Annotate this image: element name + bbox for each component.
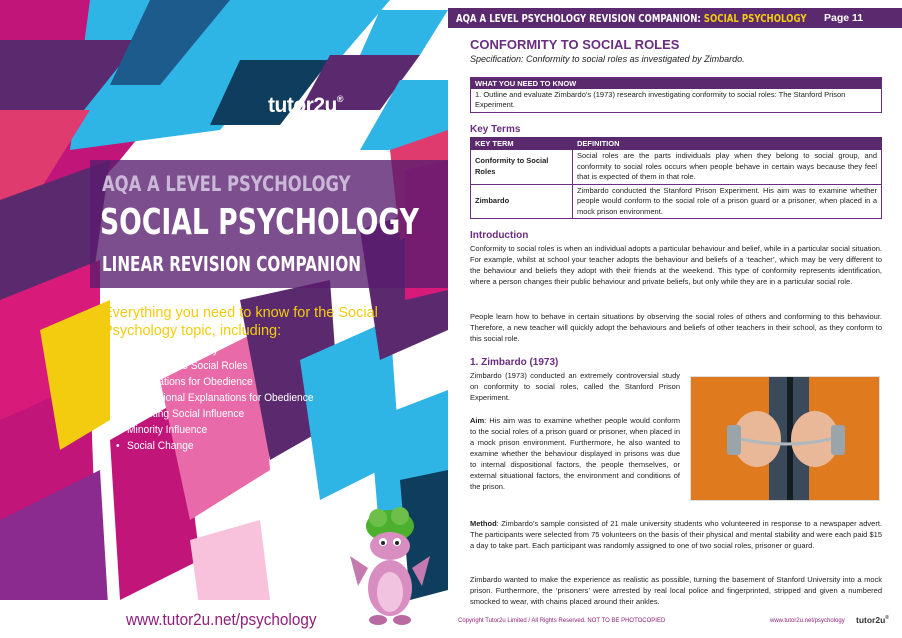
intro-paragraph-2: People learn how to behave in certain situations by observing the social roles of others and conforming to this behaviour. Therefore, a new teacher will quickly adopt the behaviours and beliefs of other teachers in their school, as they conform to this social role. [470, 312, 882, 343]
zimbardo-intro: Zimbardo (1973) conducted an extremely controversial study on conformity to social roles, called the Stanford Prison Experiment. [470, 371, 680, 402]
cover-title-sub: LINEAR REVISION COMPANION [102, 252, 361, 276]
list-item: • Dispositional Explanations for Obedience [116, 390, 314, 406]
content-page [448, 0, 902, 638]
term-cell: Conformity to Social Roles [471, 150, 573, 185]
column-header: DEFINITION [573, 138, 882, 150]
method-paragraph: Method: Zimbardo’s sample consisted of 21 male university students who volunteered in response to a newspaper advert. The participants were selected from 75 volunteers on the basis of their physical and mental stability and were each paid $15 a day to take part. Each participant was randomly assigned to one of two social roles, prisoner or guard. [470, 519, 882, 550]
header-title: AQA A LEVEL PSYCHOLOGY REVISION COMPANION: SOCIAL PSYCHOLOGY [456, 12, 807, 25]
what-you-need-to-know-box [470, 77, 882, 113]
cover-title-course: AQA A LEVEL PSYCHOLOGY [102, 172, 351, 196]
copyright-footer: Copyright Tutor2u Limited / All Rights Reserved. NOT TO BE PHOTOCOPIED [458, 618, 666, 624]
cover-page [0, 0, 448, 638]
footer-url: www.tutor2u.net/psychology [770, 618, 845, 624]
page-header [448, 8, 902, 28]
tutor2u-logo: tutor2u® [268, 94, 343, 117]
specification-line: Specification: Conformity to social roles as investigated by Zimbardo. [470, 54, 745, 64]
introduction-heading: Introduction [470, 230, 529, 241]
key-terms-heading: Key Terms [470, 124, 521, 135]
wyntk-body: 1. Outline and evaluate Zimbardo’s (1973) research investigating conformity to social roles: The Stanford Prison Experiment. [475, 90, 846, 109]
key-terms-table [470, 137, 882, 219]
definition-cell: Zimbardo conducted the Stanford Prison Experiment. His aim was to examine whether people would conform to the social role of a prison guard or a prisoner, when placed in a mock prison environment. [573, 184, 882, 219]
table-row [471, 184, 882, 219]
intro-paragraph-1: Conformity to social roles is when an individual adopts a particular behaviour and belief, while in a particular social situation. For example, whilst at school your teacher adopts the behaviour and beliefs of a ‘teacher’, which may be very different to the behaviour and beliefs they adopt with their friends at the weekend. This type of conformity represents identification, where a person changes their public behaviour and private beliefs, but only while they are in a particular social role. [470, 244, 882, 286]
wyntk-heading: WHAT YOU NEED TO KNOW [471, 78, 881, 89]
table-row [471, 150, 882, 185]
list-item: • Minority Influence [116, 422, 314, 438]
page-number: Page 11 [824, 12, 864, 24]
list-item: • Explanations for Obedience [116, 374, 314, 390]
topic-list [116, 342, 328, 454]
list-item: • Resisting Social Influence [116, 406, 314, 422]
definition-cell: Social roles are the parts individuals play when they belong to social group, and conformity to social roles occurs when people behave in certain ways because they feel that is expected of them in that role. [573, 150, 882, 185]
list-item: • Social Change [116, 438, 314, 454]
list-item: • Conformity to Social Roles [116, 358, 314, 374]
list-item: • Types of Conformity [116, 342, 314, 358]
aim-paragraph: Aim: His aim was to examine whether people would conform to the social roles of a prison guard or prisoner, when placed in a mock prison environment. Furthermore, he also wanted to examine whether the behaviour displayed in prisons was due to internal dispositional factors, the people themselves, or external situational factors, the environment and conditions of the prison. [470, 416, 680, 491]
cover-url: www.tutor2u.net/psychology [126, 610, 317, 629]
handcuffs-photo [690, 376, 880, 501]
zimbardo-heading: 1. Zimbardo (1973) [470, 357, 559, 368]
final-paragraph: Zimbardo wanted to make the experience as realistic as possible, turning the basement of Stanford University into a mock prison. Furthermore, the ‘prisoners’ were arrested by real local police and fingerprinted, stripped and given a numbered smocked to wear, with chains placed around their ankles. [470, 575, 882, 606]
footer-logo: tutor2u® [856, 615, 889, 625]
cover-title-main: SOCIAL PSYCHOLOGY [100, 202, 419, 243]
term-cell: Zimbardo [471, 184, 573, 219]
column-header: KEY TERM [471, 138, 573, 150]
page-title: CONFORMITY TO SOCIAL ROLES [470, 37, 680, 52]
handcuffed-hands-image [691, 377, 880, 501]
dragon-mascot-icon [340, 506, 440, 628]
cover-tagline: Everything you need to know for the Social Psychology topic, including: [103, 305, 378, 339]
